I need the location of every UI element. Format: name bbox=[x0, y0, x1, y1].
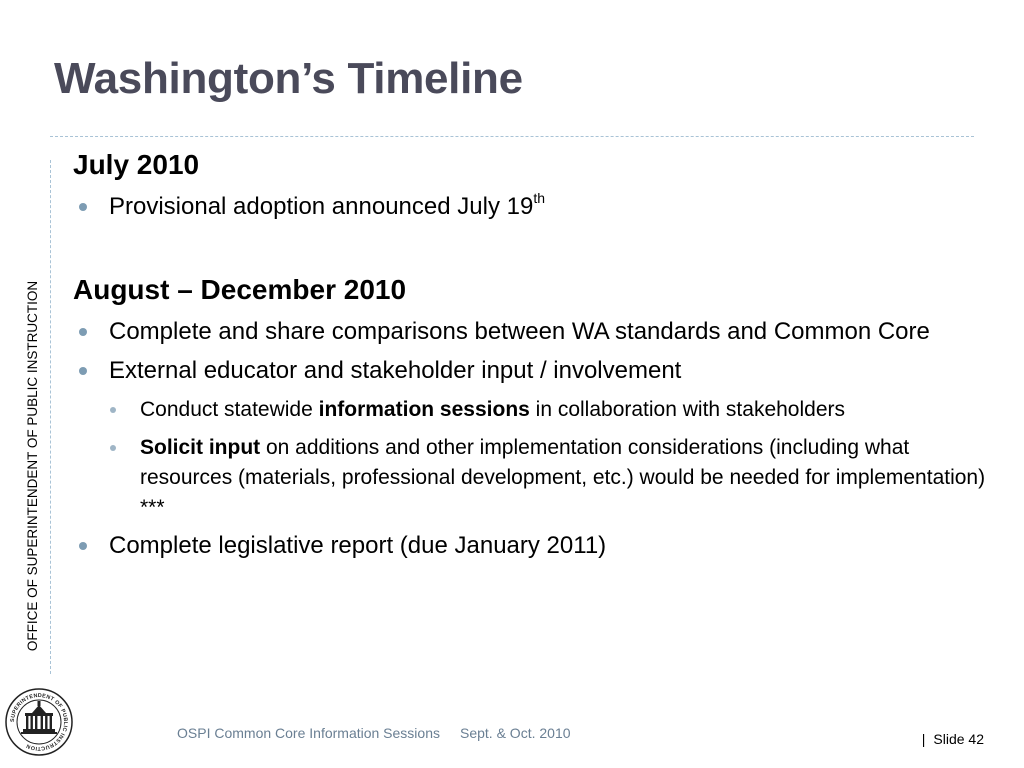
sub-list-item bbox=[73, 433, 1003, 523]
section-heading-july: July 2010 bbox=[73, 149, 200, 180]
footer-info bbox=[177, 725, 571, 741]
sub-list-item bbox=[73, 395, 1003, 425]
slide-number bbox=[922, 731, 984, 747]
sub-item-emphasis: information sessions bbox=[318, 398, 530, 421]
list-item bbox=[73, 315, 1003, 348]
list-item bbox=[73, 190, 1003, 223]
sub-item-text-post: in collaboration with stakeholders bbox=[529, 398, 846, 421]
svg-text:SUPERINTENDENT OF PUBLIC INSTR: SUPERINTENDENT OF PUBLIC INSTRUCTION bbox=[9, 692, 69, 752]
section-heading-aug-dec: August – December 2010 bbox=[73, 274, 407, 305]
slide-number-label: Slide 42 bbox=[933, 731, 984, 747]
list-item-text: External educator and stakeholder input / involvement bbox=[109, 357, 682, 384]
slide-content bbox=[73, 146, 1003, 562]
sub-item-text-post: on additions and other implementation considerations (including what resources (materials, professional development, etc.) would be needed for implementation) *** bbox=[140, 436, 986, 519]
ospi-seal-logo bbox=[5, 688, 73, 756]
vertical-org-label: OFFICE OF SUPERINTENDENT OF PUBLIC INSTRUCTION bbox=[25, 280, 40, 652]
title-divider bbox=[50, 136, 974, 137]
ordinal-suffix: th bbox=[533, 190, 545, 206]
section-july-list bbox=[73, 190, 1003, 223]
sub-item-emphasis: Solicit input bbox=[140, 436, 261, 459]
sub-item-text-pre: Conduct statewide bbox=[140, 398, 319, 421]
slide-title: Washington’s Timeline bbox=[54, 54, 523, 103]
vertical-divider bbox=[50, 160, 51, 674]
footer-separator: | bbox=[921, 731, 926, 747]
list-item-text: Complete and share comparisons between WA standards and Common Core bbox=[109, 318, 930, 345]
list-item bbox=[73, 354, 1003, 387]
section-aug-dec-list bbox=[73, 315, 1003, 562]
footer-date: Sept. & Oct. 2010 bbox=[460, 725, 571, 741]
list-item bbox=[73, 529, 1003, 562]
list-item-text: Complete legislative report (due January 2011) bbox=[109, 532, 607, 559]
footer-title: OSPI Common Core Information Sessions bbox=[177, 725, 440, 741]
list-item-text: Provisional adoption announced July 19 bbox=[109, 193, 534, 220]
